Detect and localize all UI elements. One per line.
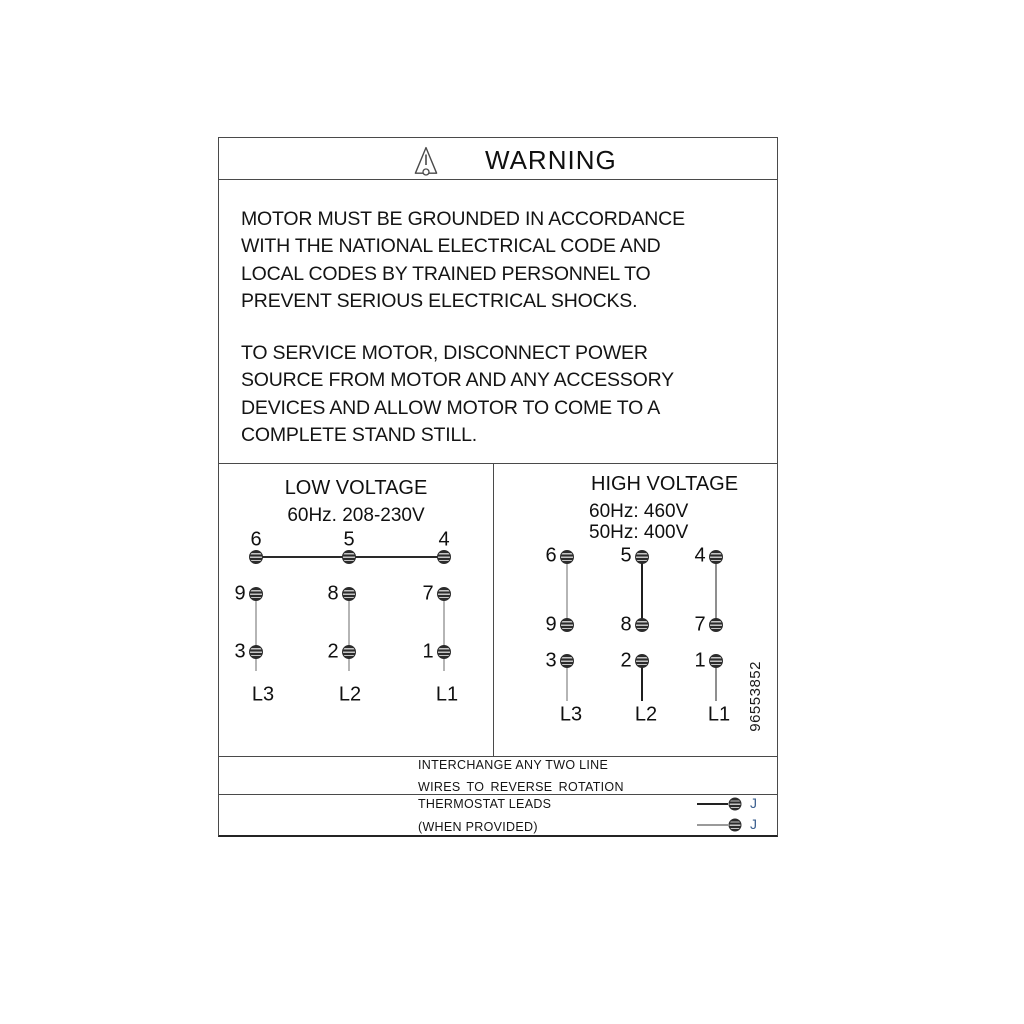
- terminal-dot: [437, 645, 451, 659]
- terminal-dot: [635, 550, 649, 564]
- terminal-number: 5: [620, 544, 632, 567]
- terminal-dot: [709, 654, 723, 668]
- interchange-note-line2: WIRES TO REVERSE ROTATION: [418, 780, 624, 794]
- line-label: L3: [251, 683, 275, 706]
- terminal-dot: [342, 550, 356, 564]
- low-voltage-diagram: [219, 463, 493, 756]
- grounding-warning-paragraph: [241, 206, 685, 315]
- motor-warning-label: [218, 137, 778, 837]
- thermostat-note-line1: THERMOSTAT LEADS: [418, 797, 552, 811]
- terminal-dot: [249, 587, 263, 601]
- wire-4-7: [715, 557, 717, 625]
- terminal-number: 8: [327, 582, 339, 605]
- line-label: L2: [634, 703, 658, 726]
- thermostat-divider: [219, 794, 777, 795]
- high-voltage-freq2: 50Hz: 400V: [589, 522, 689, 543]
- wire-9-3: [255, 594, 257, 671]
- terminal-number: 6: [250, 528, 262, 551]
- thermostat-lead-wire-2: [697, 824, 728, 826]
- thermostat-lead-wire-1: [697, 803, 728, 805]
- terminal-dot: [560, 618, 574, 632]
- terminal-dot: [342, 645, 356, 659]
- terminal-dot: [635, 654, 649, 668]
- terminal-number: 9: [545, 613, 557, 636]
- terminal-number: 9: [234, 582, 246, 605]
- warning-triangle-icon: [414, 145, 438, 181]
- line-label: L1: [435, 683, 459, 706]
- terminal-dot: [709, 550, 723, 564]
- terminal-number: 5: [343, 528, 355, 551]
- line-label: L3: [559, 703, 583, 726]
- thermostat-note-line2: (WHEN PROVIDED): [418, 820, 538, 834]
- terminal-dot: [437, 550, 451, 564]
- terminal-dot: [437, 587, 451, 601]
- high-voltage-diagram: [494, 463, 779, 756]
- high-voltage-freq1: 60Hz: 460V: [589, 501, 689, 522]
- warning-text-line: PREVENT SERIOUS ELECTRICAL SHOCKS.: [241, 289, 638, 312]
- low-voltage-title: LOW VOLTAGE: [284, 477, 428, 499]
- terminal-dot: [342, 587, 356, 601]
- header-divider: [219, 179, 777, 180]
- thermostat-lead-label-1: J: [750, 795, 757, 811]
- terminal-number: 7: [422, 582, 434, 605]
- part-number: 96553852: [747, 661, 764, 732]
- wire-6-9: [566, 557, 568, 625]
- thermostat-lead-dot-1: [729, 798, 742, 811]
- terminal-number: 2: [620, 649, 632, 672]
- low-voltage-subtitle: 60Hz. 208-230V: [287, 505, 425, 526]
- wire-7-1: [443, 594, 445, 671]
- warning-text-line: TO SERVICE MOTOR, DISCONNECT POWER: [241, 342, 648, 364]
- terminal-number: 7: [694, 613, 706, 636]
- high-voltage-title: HIGH VOLTAGE: [591, 473, 739, 495]
- wire-8-2: [348, 594, 350, 671]
- terminal-dot: [709, 618, 723, 632]
- warning-text-line: WITH THE NATIONAL ELECTRICAL CODE AND: [241, 235, 661, 258]
- terminal-number: 8: [620, 613, 632, 636]
- terminal-number: 4: [694, 544, 706, 567]
- interchange-note-line1: INTERCHANGE ANY TWO LINE: [418, 758, 609, 772]
- terminal-dot: [560, 550, 574, 564]
- warning-text-line: SOURCE FROM MOTOR AND ANY ACCESSORY: [241, 369, 674, 392]
- terminal-number: 6: [545, 544, 557, 567]
- terminal-dot: [249, 550, 263, 564]
- line-label: L2: [338, 683, 362, 706]
- notes-divider: [219, 756, 777, 757]
- wire-5-8: [641, 557, 643, 625]
- thermostat-lead-label-2: J: [750, 816, 757, 832]
- warning-text-line: MOTOR MUST BE GROUNDED IN ACCORDANCE: [241, 208, 685, 230]
- terminal-number: 4: [438, 528, 450, 551]
- line-label: L1: [707, 703, 731, 726]
- terminal-number: 2: [327, 640, 339, 663]
- warning-text-line: LOCAL CODES BY TRAINED PERSONNEL TO: [241, 262, 651, 285]
- terminal-number: 1: [422, 640, 434, 663]
- terminal-dot: [635, 618, 649, 632]
- thermostat-lead-dot-2: [729, 819, 742, 832]
- terminal-number: 1: [694, 649, 706, 672]
- terminal-dot: [249, 645, 263, 659]
- warning-text-line: COMPLETE STAND STILL.: [241, 423, 477, 446]
- terminal-number: 3: [545, 649, 557, 672]
- terminal-number: 3: [234, 640, 246, 663]
- terminal-dot: [560, 654, 574, 668]
- warning-title: WARNING: [485, 145, 617, 175]
- warning-text-line: DEVICES AND ALLOW MOTOR TO COME TO A: [241, 396, 661, 419]
- service-warning-paragraph: [241, 340, 674, 449]
